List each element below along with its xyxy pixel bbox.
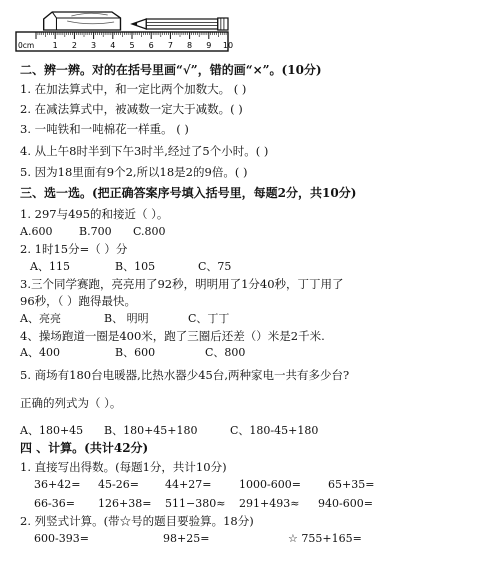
eraser-icon [44,12,121,30]
choice-q5-option-c: C、180-45+180 [230,424,319,437]
section4-title: 四 、计算。(共计42分) [20,441,149,455]
choice-q3-option-a: A、亮亮 [20,312,61,325]
judge-item-2: 2. 在减法算式中，被减数一定大于减数。( ) [20,102,243,116]
choice-q2-option-b: B、105 [115,260,156,273]
judge-item-4: 4. 从上午8时半到下午3时半,经过了5个小时。( ) [20,144,269,158]
choice-q2: 2. 1时15分=（ ）分 [20,242,128,256]
calc-row3-item3: ☆ 755+165= [288,532,362,545]
calc-row2-item5: 940-600= [318,497,373,510]
choice-q1-option-b: B.700 [79,225,112,238]
choice-q3-option-c: C、丁丁 [188,312,230,325]
ruler-figure [14,6,234,54]
ruler-number-label: 3 [91,41,97,50]
calc-row1-item4: 1000-600= [239,478,301,491]
section3-title: 三、选一选。(把正确答案序号填入括号里，每题2分，共10分) [20,186,357,200]
choice-q4-option-a: A、400 [20,346,60,359]
ruler [16,32,233,51]
choice-q1-option-a: A.600 [20,225,53,238]
calc-row2-item2: 126+38= [98,497,152,510]
choice-q5-option-a: A、180+45 [20,424,84,437]
choice-q1: 1. 297与495的和接近（ ）。 [20,207,169,221]
ruler-number-label: 1 [52,41,58,50]
calc-row1-item3: 44+27= [165,478,212,491]
judge-item-1: 1. 在加法算式中，和一定比两个加数大。 ( ) [20,82,247,96]
choice-q5: 5. 商场有180台电暖器,比热水器少45台,两种家电一共有多少台? [20,368,350,382]
choice-q2-option-c: C、75 [198,260,232,273]
choice-q2-option-a: A、115 [30,260,70,273]
calc-sub2: 2. 列竖式计算。(带☆号的题目要验算。18分) [20,514,254,528]
calc-row1-item2: 45-26= [98,478,139,491]
choice-q4-option-c: C、800 [205,346,246,359]
ruler-number-label: 9 [206,41,212,50]
ruler-number-label: 2 [71,41,77,50]
choice-q3-option-b: B、 明明 [104,312,149,325]
calc-row1-item5: 65+35= [328,478,375,491]
choice-q5-option-b: B、180+45+180 [104,424,198,437]
calc-row3-item2: 98+25= [163,532,210,545]
section2-title: 二、辨一辨。对的在括号里画“√”，错的画“×”。(10分) [20,63,322,77]
choice-q3-line2: 96秒，（ ）跑得最快。 [20,294,137,308]
ruler-number-label: 6 [148,41,154,50]
ruler-number-label: 5 [129,41,135,50]
choice-q4: 4、操场跑道一圈是400米，跑了三圈后还差（）米是2千米. [20,329,325,343]
ruler-number-label: 7 [167,41,173,50]
choice-q5-formula: 正确的列式为（ ）。 [20,396,122,410]
choice-q1-option-c: C.800 [133,225,166,238]
judge-item-3: 3. 一吨铁和一吨棉花一样重。 ( ) [20,122,189,136]
ruler-number-label: 10 [222,41,234,50]
ruler-number-label: 4 [110,41,116,50]
calc-row2-item3: 511−380≈ [165,497,226,510]
calc-row1-item1: 36+42= [34,478,81,491]
calc-row2-item1: 66-36= [34,497,75,510]
pencil-icon [132,18,228,30]
calc-sub1: 1. 直接写出得数。(每题1分，共计10分) [20,460,227,474]
ruler-number-label: 8 [187,41,193,50]
ruler-unit-label: 0cm [18,41,35,50]
judge-item-5: 5. 因为18里面有9个2,所以18是2的9倍。( ) [20,165,248,179]
calc-row2-item4: 291+493≈ [239,497,300,510]
choice-q4-option-b: B、600 [115,346,156,359]
calc-row3-item1: 600-393= [34,532,89,545]
choice-q3-line1: 3.三个同学赛跑，亮亮用了92秒，明明用了1分40秒，丁丁用了 [20,277,344,291]
